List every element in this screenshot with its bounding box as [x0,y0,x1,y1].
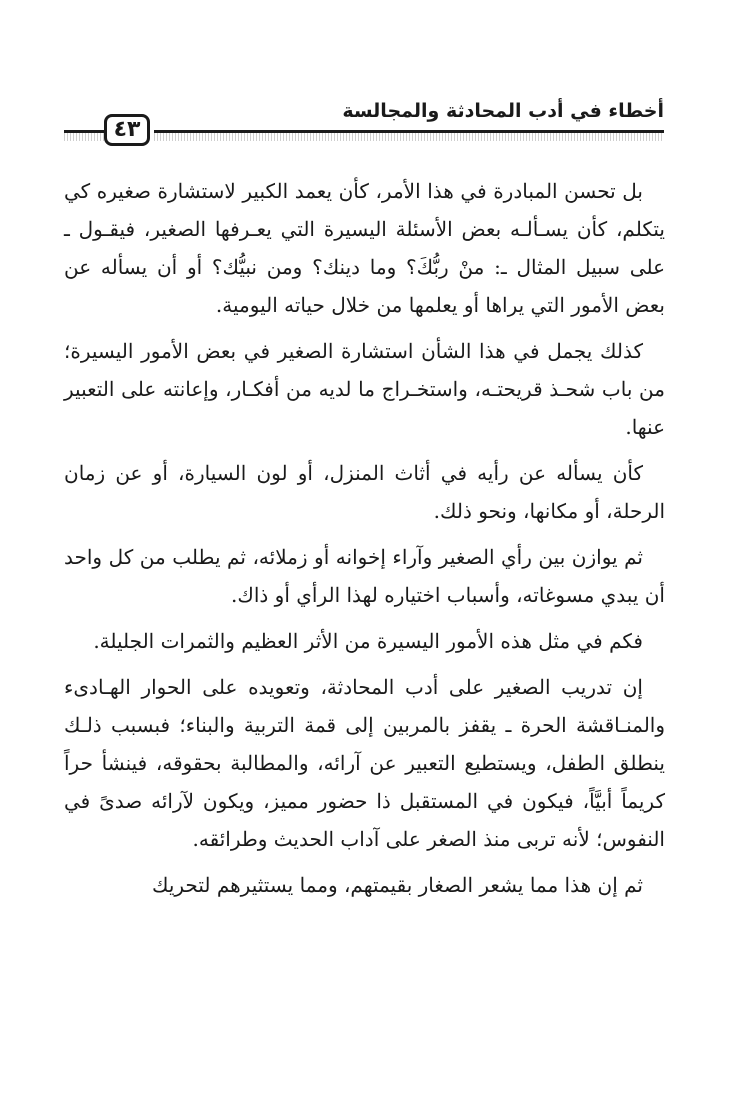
paragraph-1: بل تحسن المبادرة في هذا الأمر، كأن يعمد الكبير لاستشارة صغيره كي يتكلم، كأن يسـألـه بعض الأسئلة اليسيرة التي يعـرفها الصغير، فيقـول ـ على سبيل المثال ـ: منْ ربُّكَ؟ وما دينك؟ ومن نبيُّك؟ أو أن يسأله عن بعض الأمور التي يراها أو يعلمها من خلال حياته اليومية. [64,179,665,317]
paragraph-7: ثم إن هذا مما يشعر الصغار بقيمتهم، ومما يستثيرهم لتحريك [151,873,643,897]
page-header [64,92,664,154]
paragraph-3: كأن يسأله عن رأيه في أثاث المنزل، أو لون السيارة، أو عن زمان الرحلة، أو مكانها، ونحو ذلك. [64,461,665,523]
header-rule-left [64,130,104,141]
paragraph-2: كذلك يجمل في هذا الشأن استشارة الصغير في بعض الأمور اليسيرة؛ من باب شحـذ قريحتـه، واستخـراج ما لديه من أفكـار، وإعانته على التعبير عنها. [64,339,665,439]
body-text [64,172,665,912]
page-number: ٤٣ [104,114,150,146]
paragraph-4: ثم يوازن بين رأي الصغير وآراء إخوانه أو زملائه، ثم يطلب من كل واحد أن يبدي مسوغاته، وأسباب اختياره لهذا الرأي أو ذاك. [64,545,665,607]
paragraph-5: فكم في مثل هذه الأمور اليسيرة من الأثر العظيم والثمرات الجليلة. [93,629,643,653]
paragraph-6: إن تدريب الصغير على أدب المحادثة، وتعويده على الحوار الهـادىء والمنـاقشة الحرة ـ يقفز بالمربين إلى قمة التربية والبناء؛ فبسبب ذلـك ينطلق الطفل، ويستطيع التعبير عن آرائه، والمطالبة بحقوقه، فينشأ حراً كريماً أبيَّاً، فيكون في المستقبل ذا حضور مميز، ويكون لآرائه صدىً في النفوس؛ لأنه تربى منذ الصغر على آداب الحديث وطرائقه. [64,675,665,851]
running-title: أخطاء في أدب المحادثة والمجالسة [342,100,664,122]
header-rule-right [154,130,664,141]
